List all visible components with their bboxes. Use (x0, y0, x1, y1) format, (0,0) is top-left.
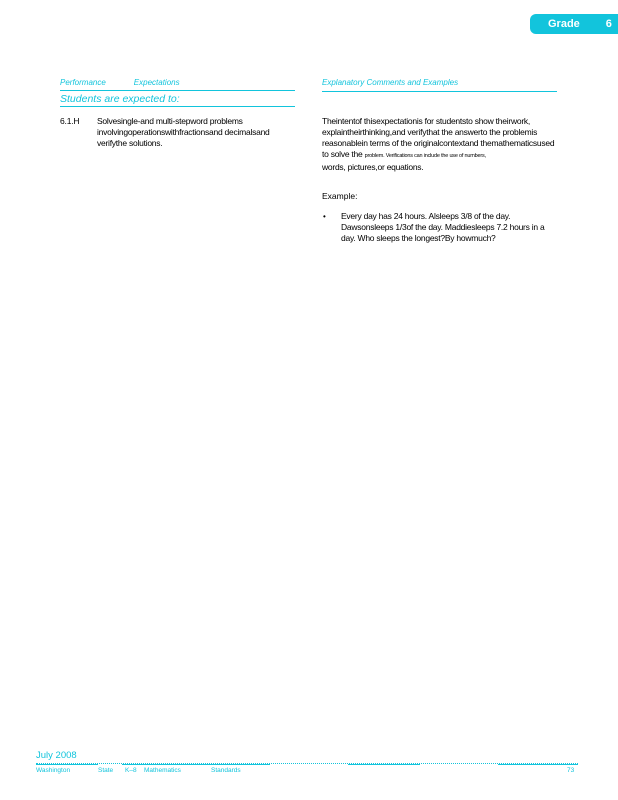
explanation-tail: words, pictures,or equations. (322, 162, 424, 172)
footer-date: July 2008 (36, 750, 77, 761)
header-word-performance: Performance (60, 78, 106, 87)
subtitle-rule-left (60, 106, 295, 107)
footer-dotted-rule (36, 763, 578, 764)
footer-word-washington: Washington (36, 767, 71, 774)
footer-word-mathematics: Mathematics (144, 767, 181, 774)
students-expected-subtitle: Students are expected to: (60, 93, 180, 105)
header-rule-left (60, 90, 295, 91)
header-word-expectations: Expectations (133, 78, 180, 87)
expectation-code: 6.1.H (60, 116, 80, 126)
bullet-icon: • (323, 212, 326, 221)
footer-rule-segment (122, 764, 270, 765)
expectation-text: Solvesingle-and multi-stepword problems involvingoperationswithfractionsand decimalsand verifythe solutions. (97, 116, 270, 148)
explanation-small: problem. Verifications can include the use of numbers, (364, 153, 486, 159)
header-rule-right (322, 91, 557, 92)
footer-word-k8: K–8 (125, 767, 137, 774)
performance-expectations-header (60, 78, 180, 87)
explanation-paragraph (322, 116, 558, 173)
grade-label: Grade (548, 18, 580, 30)
footer-rule-segment (36, 764, 98, 765)
explanation-main: Theintentof thisexpectationis for studentsto show theirwork, explaintheirthinking,and verifythat the answerto the problemis reasonablein terms of the originalcontextand themathematicsused to solve the (322, 116, 555, 159)
footer-word-standards: Standards (211, 767, 241, 774)
footer-rule-segment (348, 764, 420, 765)
explanatory-comments-header: Explanatory Comments and Examples (322, 78, 459, 87)
footer-rule-segment (498, 764, 578, 765)
page-number: 73 (567, 767, 575, 774)
example-label: Example: (322, 191, 358, 201)
example-text: Every day has 24 hours. Alsleeps 3/8 of the day. Dawsonsleeps 1/3of the day. Maddiesleeps 7.2 hours in a day. Who sleeps the longest?By howmuch? (341, 211, 545, 243)
footer-word-state: State (98, 767, 114, 774)
grade-tab (530, 14, 618, 34)
grade-number: 6 (605, 18, 612, 30)
